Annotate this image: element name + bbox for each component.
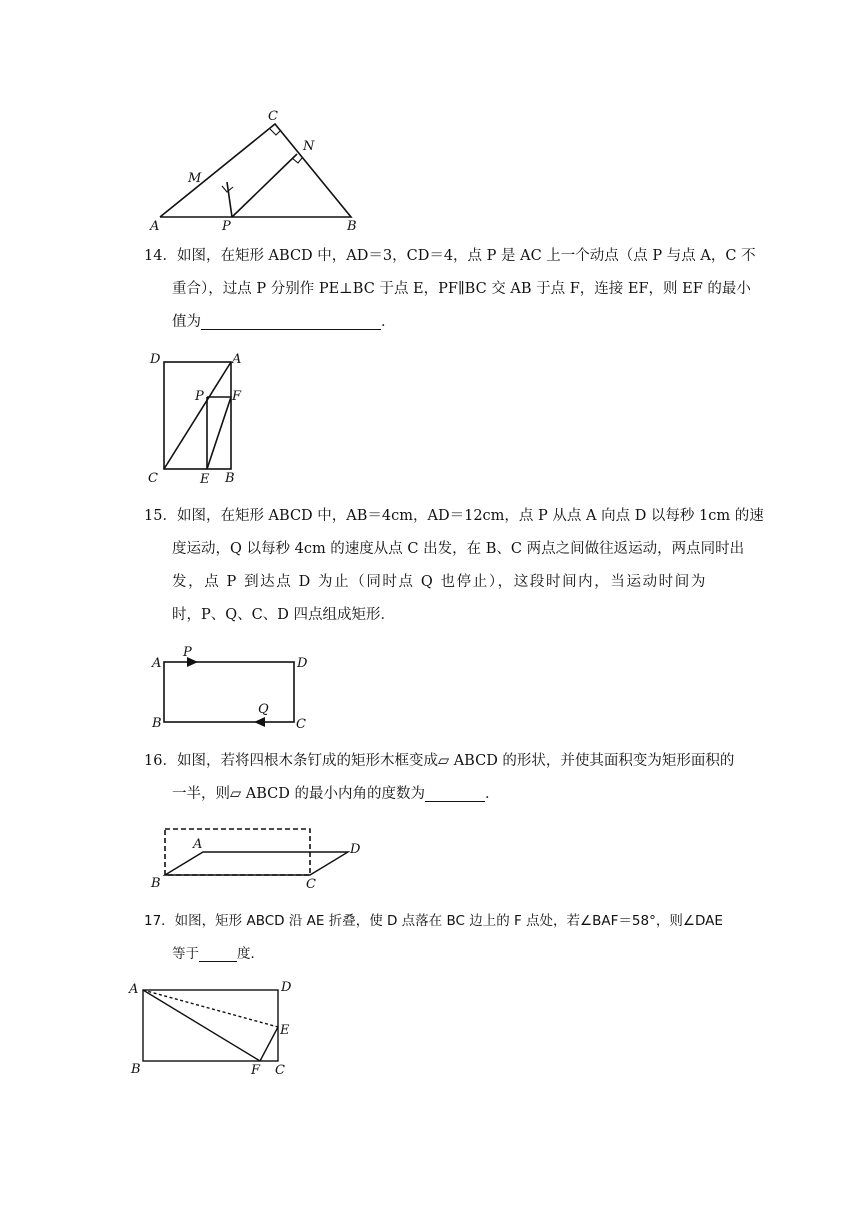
label-b: B	[347, 219, 357, 234]
diagonal-ac	[164, 362, 231, 469]
label-b: B	[152, 716, 162, 731]
question-14	[144, 240, 756, 339]
label-e: E	[280, 1023, 290, 1038]
label-n: N	[303, 139, 315, 154]
segment-af	[143, 990, 260, 1061]
figure-rectangle-abcd-14	[140, 345, 260, 490]
question-14-line-2: 重合），过点 P 分别作 PE⊥BC 于点 E，PF∥BC 交 AB 于点 F，连接 EF，则 EF 的最小	[172, 281, 751, 297]
figure-rectangle-abcd-15	[145, 640, 320, 735]
label-c: C	[268, 109, 278, 124]
label-f: F	[232, 389, 242, 404]
label-q: Q	[258, 702, 269, 717]
question-16-period: ．	[484, 786, 500, 802]
rectangle-abcd	[164, 662, 294, 722]
label-d: D	[281, 980, 292, 995]
label-a: A	[193, 837, 203, 852]
label-b: B	[131, 1062, 141, 1077]
label-b: B	[225, 471, 235, 486]
label-a: A	[232, 352, 242, 367]
label-c: C	[306, 877, 316, 892]
figure-parallelogram-abcd	[145, 820, 370, 895]
label-p: P	[195, 389, 204, 404]
label-c: C	[275, 1063, 285, 1078]
question-17-line-1: 17．如图，矩形 ABCD 沿 AE 折叠，使 D 点落在 BC 边上的 F 点处，若∠BAF＝58°，则∠DAE	[144, 913, 723, 929]
label-e: E	[200, 472, 210, 487]
label-d: D	[297, 656, 308, 671]
parallelogram-abcd	[165, 852, 348, 875]
segment-pn	[232, 154, 297, 217]
label-b: B	[151, 876, 161, 891]
question-15	[144, 500, 764, 632]
label-d: D	[150, 352, 161, 367]
question-16	[144, 745, 744, 811]
question-16-prefix: 一半，则▱ ABCD 的最小内角的度数为	[172, 786, 425, 802]
question-16-line-1: 16．如图，若将四根木条钉成的矩形木框变成▱ ABCD 的形状，并使其面积变为矩形面积的	[144, 753, 735, 769]
question-17-line-2	[144, 938, 744, 971]
answer-blank-17[interactable]	[199, 943, 237, 962]
label-f: F	[251, 1063, 261, 1078]
question-15-line-4: 时，P、Q、C、D 四点组成矩形．	[172, 607, 395, 623]
answer-blank-16[interactable]	[425, 783, 485, 802]
question-17	[144, 905, 744, 971]
figure-triangle-pmcn	[140, 100, 380, 235]
label-p: P	[222, 219, 231, 234]
label-c: C	[148, 471, 158, 486]
question-14-line-1: 14．如图，在矩形 ABCD 中，AD＝3，CD＝4，点 P 是 AC 上一个动点（点 P 与点 A，C 不	[144, 248, 756, 264]
label-m: M	[188, 171, 202, 186]
label-d: D	[350, 842, 361, 857]
question-14-prefix: 值为	[172, 314, 201, 330]
segment-ef	[260, 1027, 278, 1061]
question-15-line-3: 发，点 P 到达点 D 为止（同时点 Q 也停止），这段时间内，当运动时间为	[172, 574, 707, 590]
answer-blank-14[interactable]	[201, 311, 381, 330]
question-14-period: ．	[381, 314, 396, 330]
label-a: A	[152, 656, 162, 671]
figure-folded-rectangle	[125, 975, 305, 1080]
label-p: P	[183, 645, 192, 660]
question-15-line-2: 度运动，Q 以每秒 4cm 的速度从点 C 出发，在 B、C 两点之间做往返运动，两点同时出	[172, 541, 745, 557]
rectangle-abcd	[143, 990, 278, 1061]
question-16-line-2	[144, 778, 744, 811]
question-17-prefix: 等于	[172, 946, 199, 962]
segment-ef	[207, 397, 231, 469]
question-14-line-3	[144, 306, 744, 339]
label-a: A	[129, 982, 139, 997]
segment-mp	[227, 182, 232, 217]
label-c: C	[296, 717, 306, 732]
arrow-q-left	[254, 717, 265, 727]
label-a: A	[150, 219, 160, 234]
right-angle-n	[292, 158, 302, 163]
question-15-line-1: 15．如图，在矩形 ABCD 中，AB＝4cm，AD＝12cm，点 P 从点 A 向点 D 以每秒 1cm 的速	[144, 508, 764, 524]
fold-line-ae	[143, 990, 278, 1027]
question-17-suffix: 度．	[237, 946, 264, 962]
